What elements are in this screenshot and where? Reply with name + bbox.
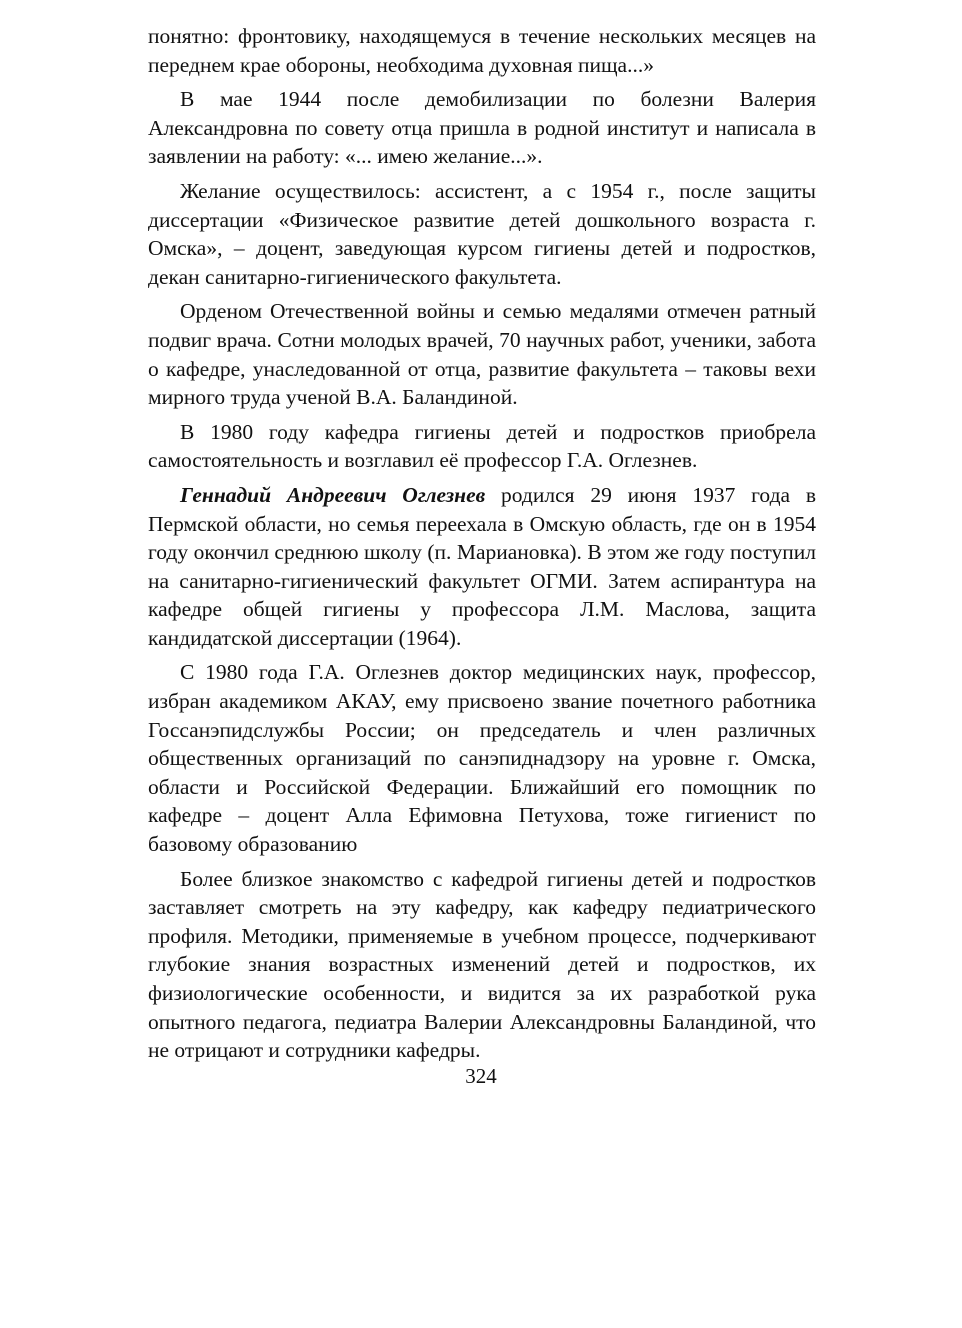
paragraph-ogleznev-professor: С 1980 года Г.А. Оглезнев доктор медицинских наук, профессор, избран академиком АКАУ, ему присвоено звание почетного работника Госсанэпидслужбы России; он председатель и член различных общественных организаций по санэпиднадзору на уровне г. Омска, области и Российской Федерации. Ближайший его помощник по кафедре – доцент Алла Ефимовна Петухова, тоже гигиенист по базовому образованию <box>148 660 816 857</box>
paragraph-career: Желание осуществилось: ассистент, а с 1954 г., после защиты диссертации «Физическое развитие детей дошкольного возраста г. Омска», – доцент, заведующая курсом гигиены детей и подростков, декан санитарно-гигиенического факультета. <box>148 178 816 289</box>
paragraph-continuation: понятно: фронтовику, находящемуся в течение нескольких месяцев на переднем крае обороны, необходима духовная пища...» <box>148 24 816 77</box>
paragraph-ogleznev-bio <box>148 481 816 653</box>
page-body <box>148 22 816 1071</box>
page-number: 324 <box>465 1064 497 1088</box>
paragraph-pediatric-profile: Более близкое знакомство с кафедрой гигиены детей и подростков заставляет смотреть на эту кафедру, как кафедру педиатрического профиля. Методики, применяемые в учебном процессе, подчеркивают глубокие знания возрастных изменений детей и подростков, их физиологические особенности, и видится за их разработкой рука опытного педагога, педиатра Валерии Александровны Баландиной, что не отрицают и сотрудники кафедры. <box>148 866 816 1063</box>
paragraph-demobilization: В мае 1944 после демобилизации по болезни Валерия Александровна по совету отца пришла в родной институт и написала в заявлении на работу: «... имею желание...». <box>148 87 816 169</box>
paragraph-awards: Орденом Отечественной войны и семью медалями отмечен ратный подвиг врача. Сотни молодых врачей, 70 научных работ, ученики, забота о кафедре, унаследованной от отца, развитие факультета – таковы вехи мирного труда ученой В.А. Баландиной. <box>148 299 816 410</box>
person-name-ogleznev: Геннадий Андреевич Оглезнев <box>180 482 486 507</box>
paragraph-ogleznev-bio-text: родился 29 июня 1937 года в Пермской области, но семья переехала в Омскую область, где он в 1954 году окончил среднюю школу (п. Мариановка). В этом же году поступил на санитарно-гигиенический факультет ОГМИ. Затем аспирантура на кафедре общей гигиены у профессора Л.М. Маслова, защита кандидатской диссертации (1964). <box>148 482 816 650</box>
paragraph-department-1980: В 1980 году кафедра гигиены детей и подростков приобрела самостоятельность и возглавил её профессор Г.А. Оглезнев. <box>148 419 816 473</box>
